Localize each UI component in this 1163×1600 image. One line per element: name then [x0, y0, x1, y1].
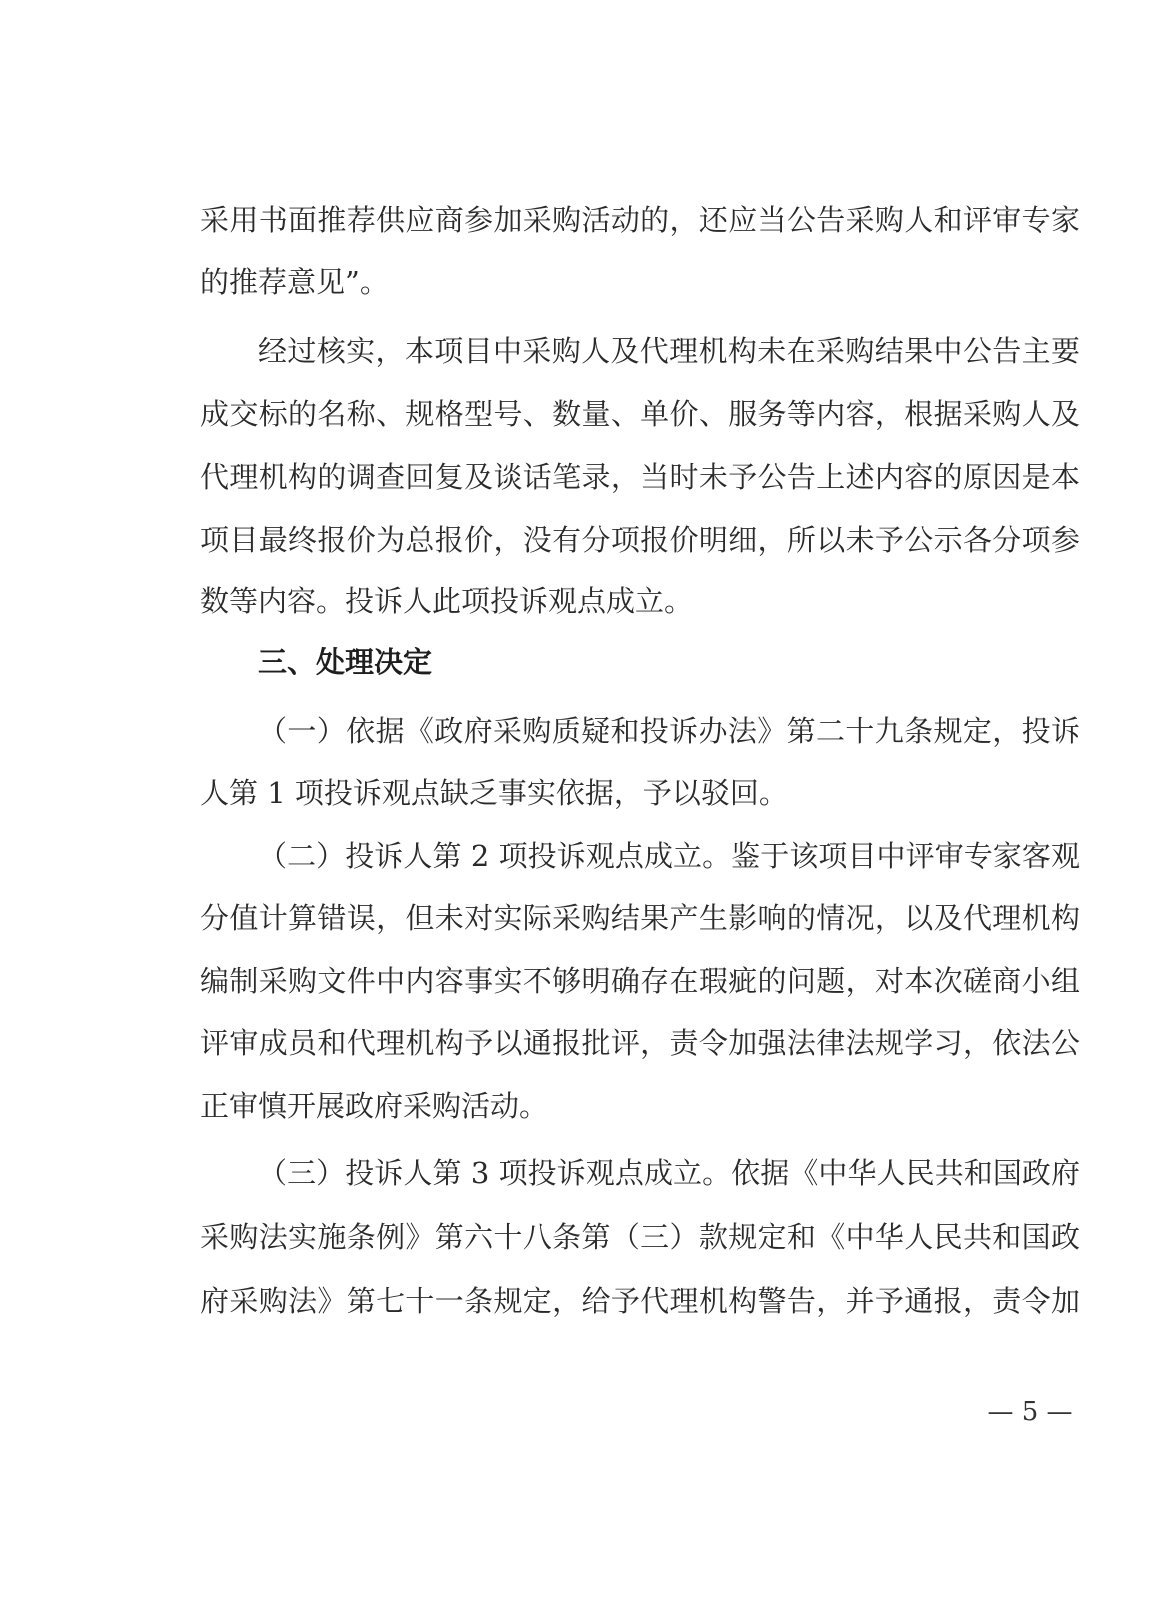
body-line-5: 代理机构的调查回复及谈话笔录，当时未予公告上述内容的原因是本	[200, 460, 1080, 494]
page-number: — 5 —	[987, 1397, 1073, 1427]
body-line-11: （二）投诉人第 2 项投诉观点成立。鉴于该项目中评审专家客观	[258, 839, 1080, 873]
section-heading: 三、处理决定	[258, 645, 433, 679]
body-line-3: 经过核实，本项目中采购人及代理机构未在采购结果中公告主要	[258, 334, 1080, 368]
body-line-2: 的推荐意见”。	[200, 265, 389, 299]
body-line-9: （一）依据《政府采购质疑和投诉办法》第二十九条规定，投诉	[258, 714, 1080, 748]
body-line-7: 数等内容。投诉人此项投诉观点成立。	[200, 584, 694, 618]
body-line-6: 项目最终报价为总报价，没有分项报价明细，所以未予公示各分项参	[200, 523, 1080, 557]
body-line-15: 正审慎开展政府采购活动。	[200, 1089, 549, 1123]
body-line-1: 采用书面推荐供应商参加采购活动的，还应当公告采购人和评审专家	[200, 203, 1080, 237]
body-line-14: 评审成员和代理机构予以通报批评，责令加强法律法规学习，依法公	[200, 1026, 1080, 1060]
body-line-17: 采购法实施条例》第六十八条第（三）款规定和《中华人民共和国政	[200, 1220, 1080, 1254]
body-line-13: 编制采购文件中内容事实不够明确存在瑕疵的问题，对本次磋商小组	[200, 964, 1080, 998]
body-line-18: 府采购法》第七十一条规定，给予代理机构警告，并予通报，责令加	[200, 1284, 1080, 1318]
body-line-12: 分值计算错误，但未对实际采购结果产生影响的情况，以及代理机构	[200, 901, 1080, 935]
body-line-10: 人第 1 项投诉观点缺乏事实依据，予以驳回。	[200, 776, 788, 810]
body-line-4: 成交标的名称、规格型号、数量、单价、服务等内容，根据采购人及	[200, 397, 1080, 431]
body-line-16: （三）投诉人第 3 项投诉观点成立。依据《中华人民共和国政府	[258, 1156, 1080, 1190]
